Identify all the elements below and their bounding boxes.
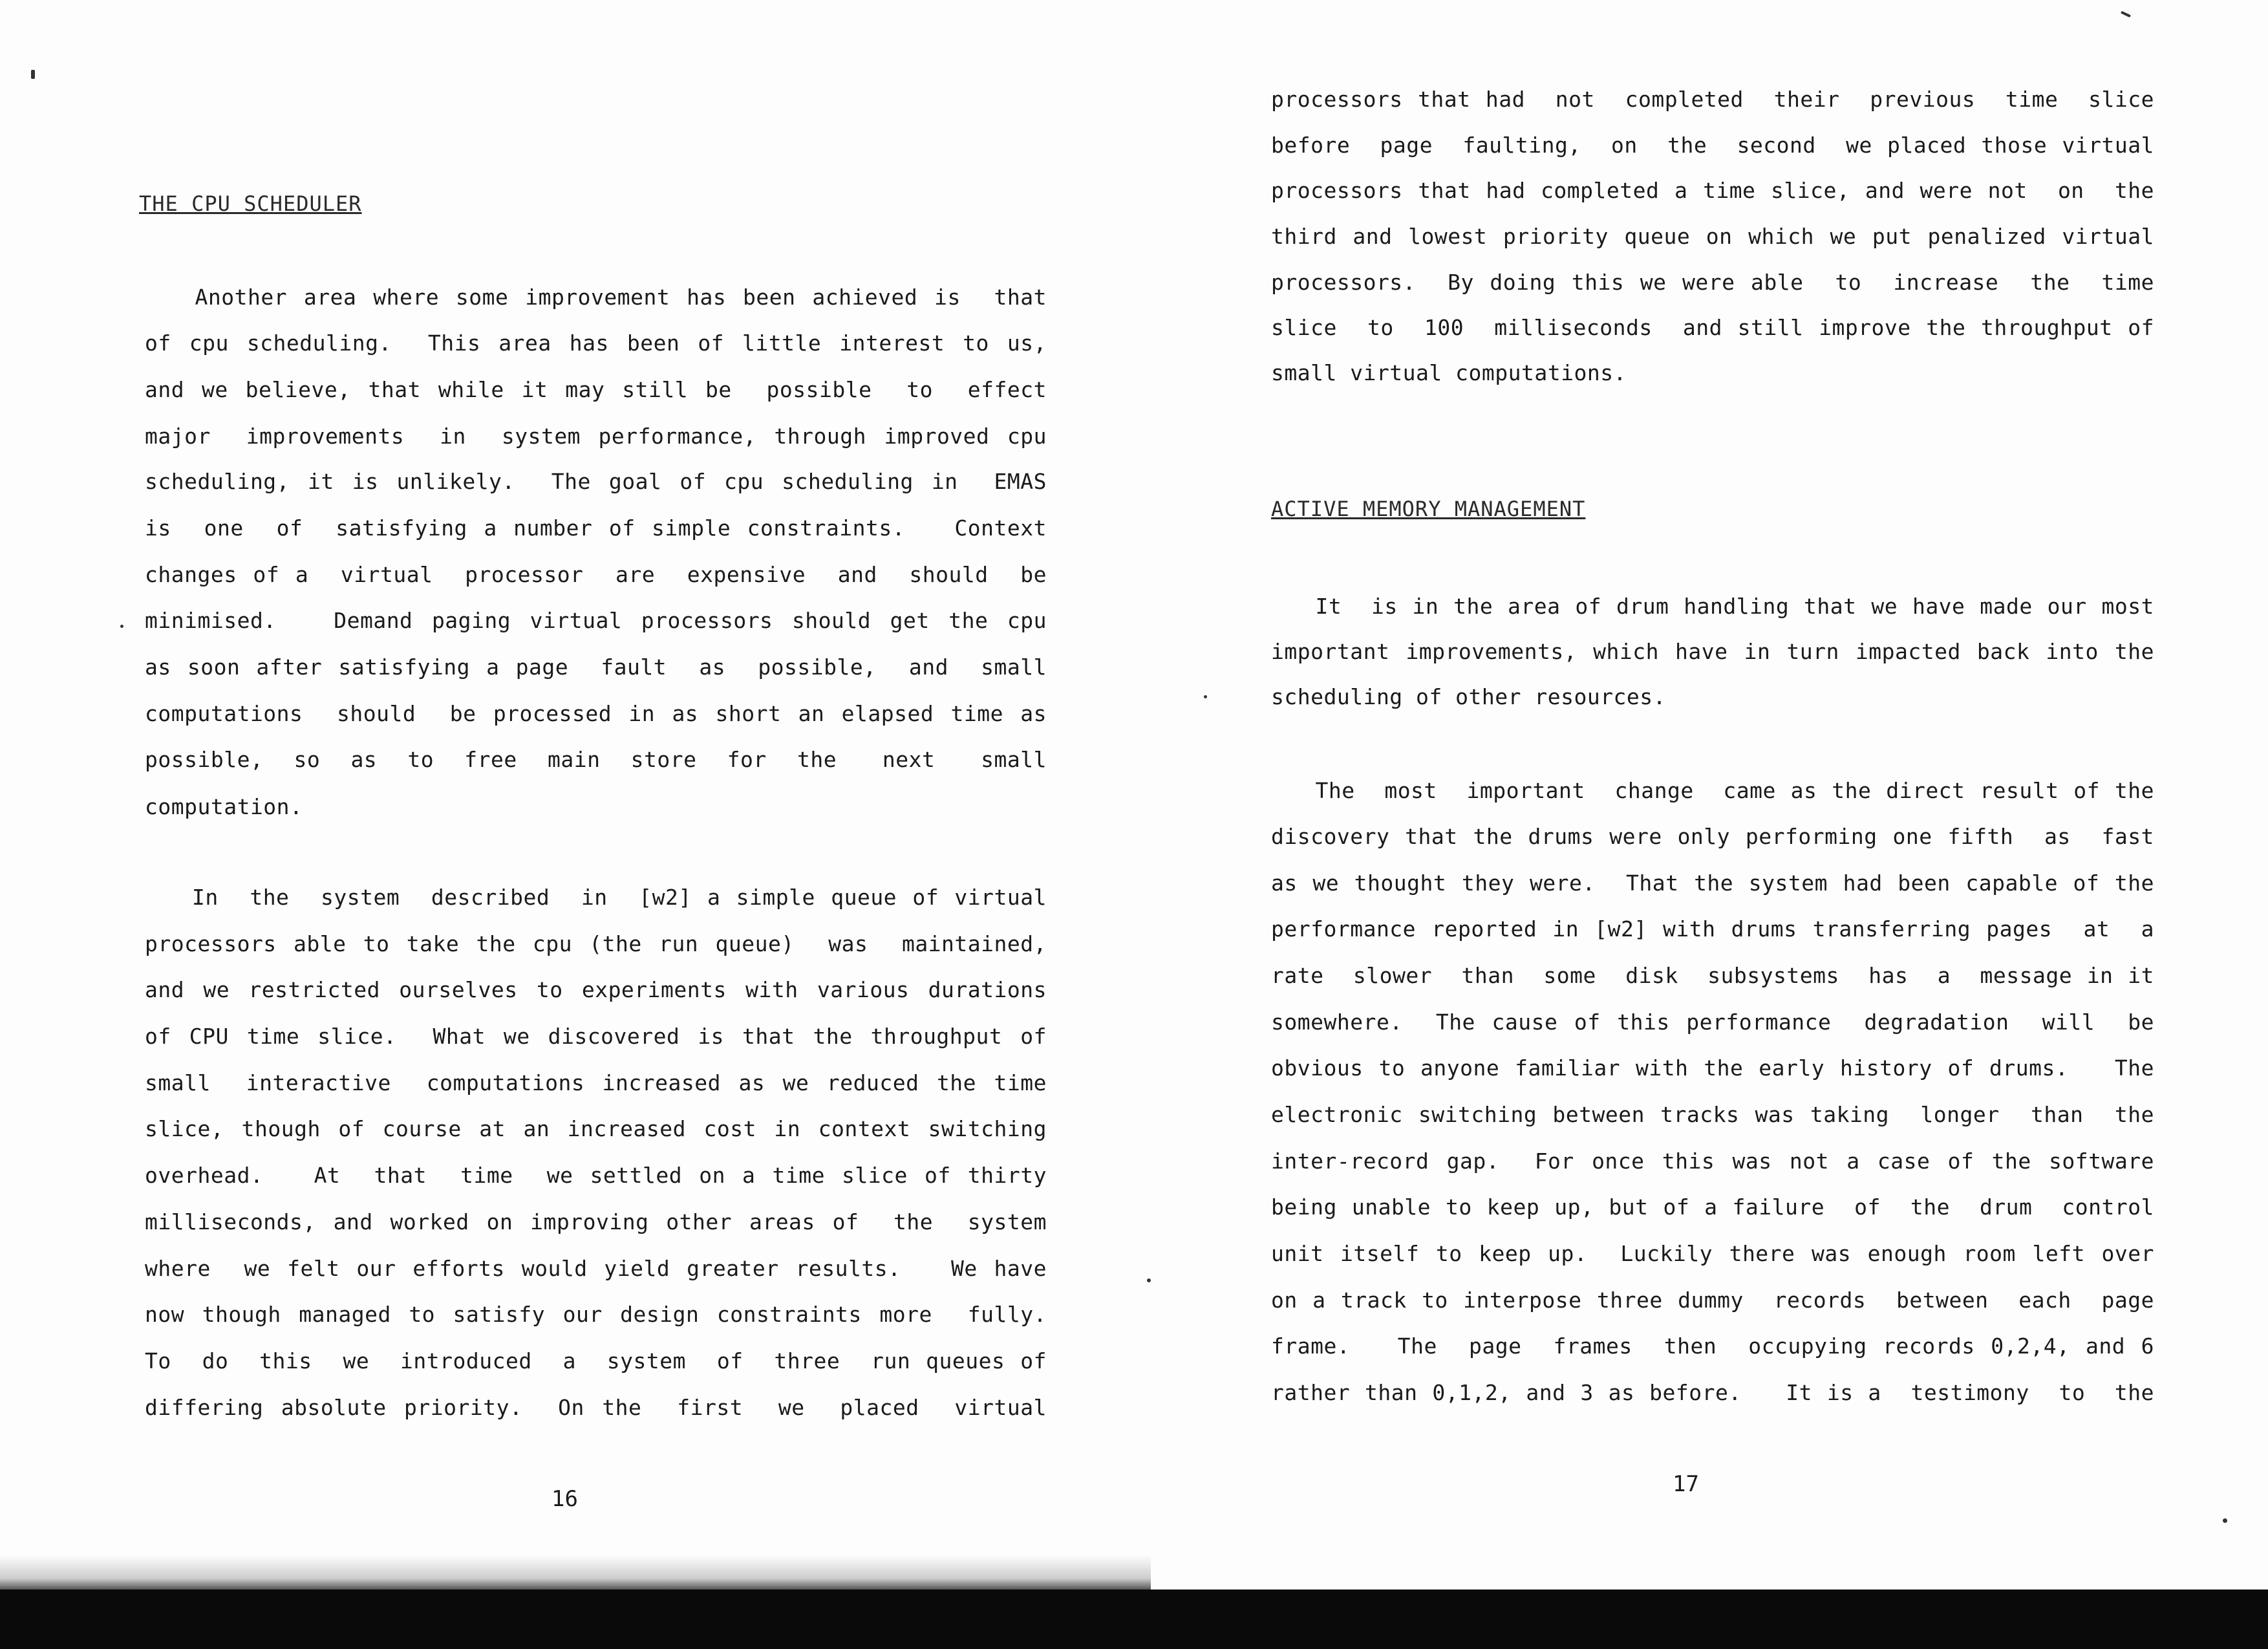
text-line: and we believe, that while it may still be possible to effect bbox=[145, 377, 1047, 402]
text-line: important improvements, which have in turn impacted back into the bbox=[1271, 639, 2154, 664]
text-line: somewhere. The cause of this performance degradation will be bbox=[1271, 1009, 2154, 1035]
text-line: scheduling, it is unlikely. The goal of cpu scheduling in EMAS bbox=[145, 469, 1047, 494]
text-line: Another area where some improvement has been achieved is that bbox=[145, 285, 1047, 310]
text-line: slice to 100 milliseconds and still improve the throughput of bbox=[1271, 315, 2154, 340]
scan-speck bbox=[1147, 1278, 1151, 1282]
text-line: computations should be processed in as short an elapsed time as bbox=[145, 701, 1047, 726]
text-line: as we thought they were. That the system had been capable of the bbox=[1271, 870, 2154, 896]
text-line: where we felt our efforts would yield greater results. We have bbox=[145, 1256, 1047, 1281]
text-line: slice, though of course at an increased cost in context switching bbox=[145, 1116, 1047, 1141]
text-line: is one of satisfying a number of simple constraints. Context bbox=[145, 515, 1047, 541]
text-line: electronic switching between tracks was taking longer than the bbox=[1271, 1102, 2154, 1127]
scan-speck bbox=[2223, 1518, 2227, 1523]
right-page bbox=[1144, 0, 2268, 1597]
text-line: small interactive computations increased as we reduced the time bbox=[145, 1070, 1047, 1095]
text-line: milliseconds, and worked on improving other areas of the system bbox=[145, 1209, 1047, 1234]
text-line: on a track to interpose three dummy records between each page bbox=[1271, 1288, 2154, 1313]
text-line: differing absolute priority. On the first we placed virtual bbox=[145, 1395, 1047, 1420]
text-line: major improvements in system performance, through improved cpu bbox=[145, 424, 1047, 449]
section-heading-active-memory-management: ACTIVE MEMORY MANAGEMENT bbox=[1271, 497, 1586, 521]
page-number: 17 bbox=[1673, 1471, 1699, 1497]
text-line: In the system described in [w2] a simple queue of virtual bbox=[145, 885, 1047, 910]
text-line: computation. bbox=[145, 794, 303, 819]
text-line: being unable to keep up, but of a failure of the drum control bbox=[1271, 1194, 2154, 1220]
text-line: obvious to anyone familiar with the early history of drums. The bbox=[1271, 1055, 2154, 1081]
text-line: overhead. At that time we settled on a time slice of thirty bbox=[145, 1163, 1047, 1188]
text-line: third and lowest priority queue on which we put penalized virtual bbox=[1271, 224, 2154, 249]
text-line: unit itself to keep up. Luckily there was enough room left over bbox=[1271, 1241, 2154, 1266]
text-line: inter-record gap. For once this was not a case of the software bbox=[1271, 1148, 2154, 1174]
page-edge-shadow bbox=[0, 1555, 1151, 1594]
text-line: scheduling of other resources. bbox=[1271, 684, 1667, 709]
text-line: processors that had completed a time slice, and were not on the bbox=[1271, 178, 2154, 203]
text-line: frame. The page frames then occupying records 0,2,4, and 6 bbox=[1271, 1333, 2154, 1359]
left-page bbox=[0, 0, 1144, 1597]
text-line: rather than 0,1,2, and 3 as before. It is a testimony to the bbox=[1271, 1380, 2154, 1405]
scan-speck bbox=[120, 625, 123, 628]
text-line: of cpu scheduling. This area has been of little interest to us, bbox=[145, 330, 1047, 356]
text-line: processors that had not completed their previous time slice bbox=[1271, 87, 2154, 112]
text-line: small virtual computations. bbox=[1271, 360, 1627, 385]
text-line: now though managed to satisfy our design constraints more fully. bbox=[145, 1302, 1047, 1327]
text-line: changes of a virtual processor are expensive and should be bbox=[145, 562, 1047, 587]
text-line: minimised. Demand paging virtual processors should get the cpu bbox=[145, 608, 1047, 633]
scan-speck bbox=[31, 70, 35, 79]
page-number: 16 bbox=[551, 1486, 578, 1512]
text-line: It is in the area of drum handling that we have made our most bbox=[1271, 594, 2154, 619]
text-line: and we restricted ourselves to experiments with various durations bbox=[145, 977, 1047, 1002]
text-line: performance reported in [w2] with drums transferring pages at a bbox=[1271, 916, 2154, 942]
text-line: processors. By doing this we were able to increase the time bbox=[1271, 270, 2154, 295]
scan-speck bbox=[1204, 695, 1207, 698]
text-line: processors able to take the cpu (the run queue) was maintained, bbox=[145, 931, 1047, 956]
text-line: as soon after satisfying a page fault as possible, and small bbox=[145, 654, 1047, 680]
text-line: The most important change came as the direct result of the bbox=[1271, 778, 2154, 803]
text-line: of CPU time slice. What we discovered is that the throughput of bbox=[145, 1024, 1047, 1049]
text-line: rate slower than some disk subsystems has a message in it bbox=[1271, 963, 2154, 988]
text-line: discovery that the drums were only performing one fifth as fast bbox=[1271, 824, 2154, 849]
text-line: before page faulting, on the second we placed those virtual bbox=[1271, 133, 2154, 158]
text-line: To do this we introduced a system of three run queues of bbox=[145, 1348, 1047, 1374]
text-line: possible, so as to free main store for the next small bbox=[145, 747, 1047, 772]
scanner-background bbox=[0, 1590, 2268, 1649]
section-heading-cpu-scheduler: THE CPU SCHEDULER bbox=[139, 191, 362, 216]
